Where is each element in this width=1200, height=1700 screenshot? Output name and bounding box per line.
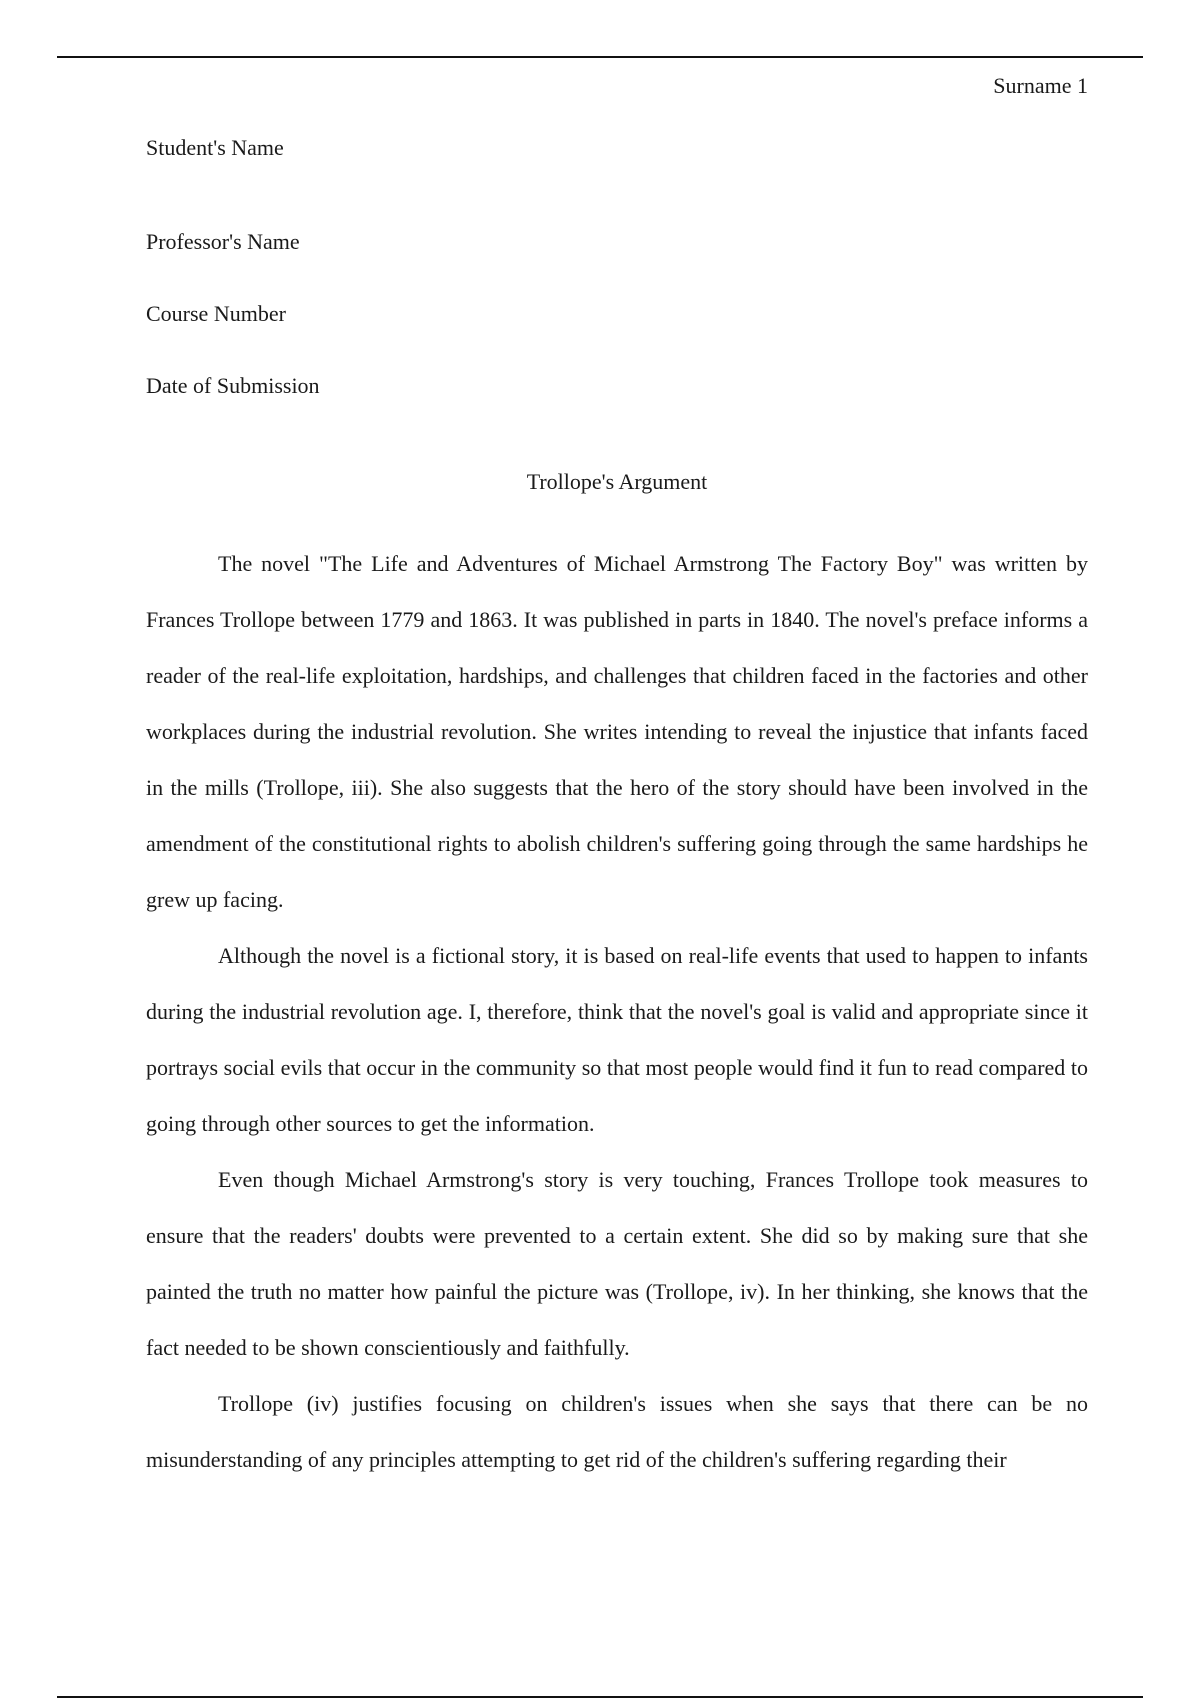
bottom-page-border [57, 1696, 1143, 1698]
document-page [146, 64, 1088, 1488]
essay-title: Trollope's Argument [526, 469, 708, 494]
mla-heading [146, 134, 1088, 422]
professor-name: Professor's Name [146, 229, 300, 254]
paragraph-4: Trollope (iv) justifies focusing on children's issues when she says that there can be no misunderstanding of any principles attempting to get rid of the children's suffering regarding their [146, 1391, 1088, 1472]
paragraph-2: Although the novel is a fictional story, it is based on real-life events that used to happen to infants during the industrial revolution age. I, therefore, think that the novel's goal is valid and appropriate since it portrays social evils that occur in the community so that most people would find it fun to read compared to going through other sources to get the information. [146, 943, 1088, 1136]
student-name: Student's Name [146, 135, 284, 160]
top-page-border [57, 56, 1143, 58]
essay-body [146, 536, 1088, 1488]
running-head: Surname 1 [993, 73, 1088, 98]
date-of-submission: Date of Submission [146, 373, 320, 398]
course-number: Course Number [146, 301, 286, 326]
paragraph-3: Even though Michael Armstrong's story is very touching, Frances Trollope took measures to ensure that the readers' doubts were prevented to a certain extent. She did so by making sure that she painted the truth no matter how painful the picture was (Trollope, iv). In her thinking, she knows that the fact needed to be shown conscientiously and faithfully. [146, 1167, 1088, 1360]
paragraph-1: The novel "The Life and Adventures of Michael Armstrong The Factory Boy" was written by Frances Trollope between 1779 and 1863. It was published in parts in 1840. The novel's preface informs a reader of the real-life exploitation, hardships, and challenges that children faced in the factories and other workplaces during the industrial revolution. She writes intending to reveal the injustice that infants faced in the mills (Trollope, iii). She also suggests that the hero of the story should have been involved in the amendment of the constitutional rights to abolish children's suffering going through the same hardships he grew up facing. [146, 551, 1088, 912]
